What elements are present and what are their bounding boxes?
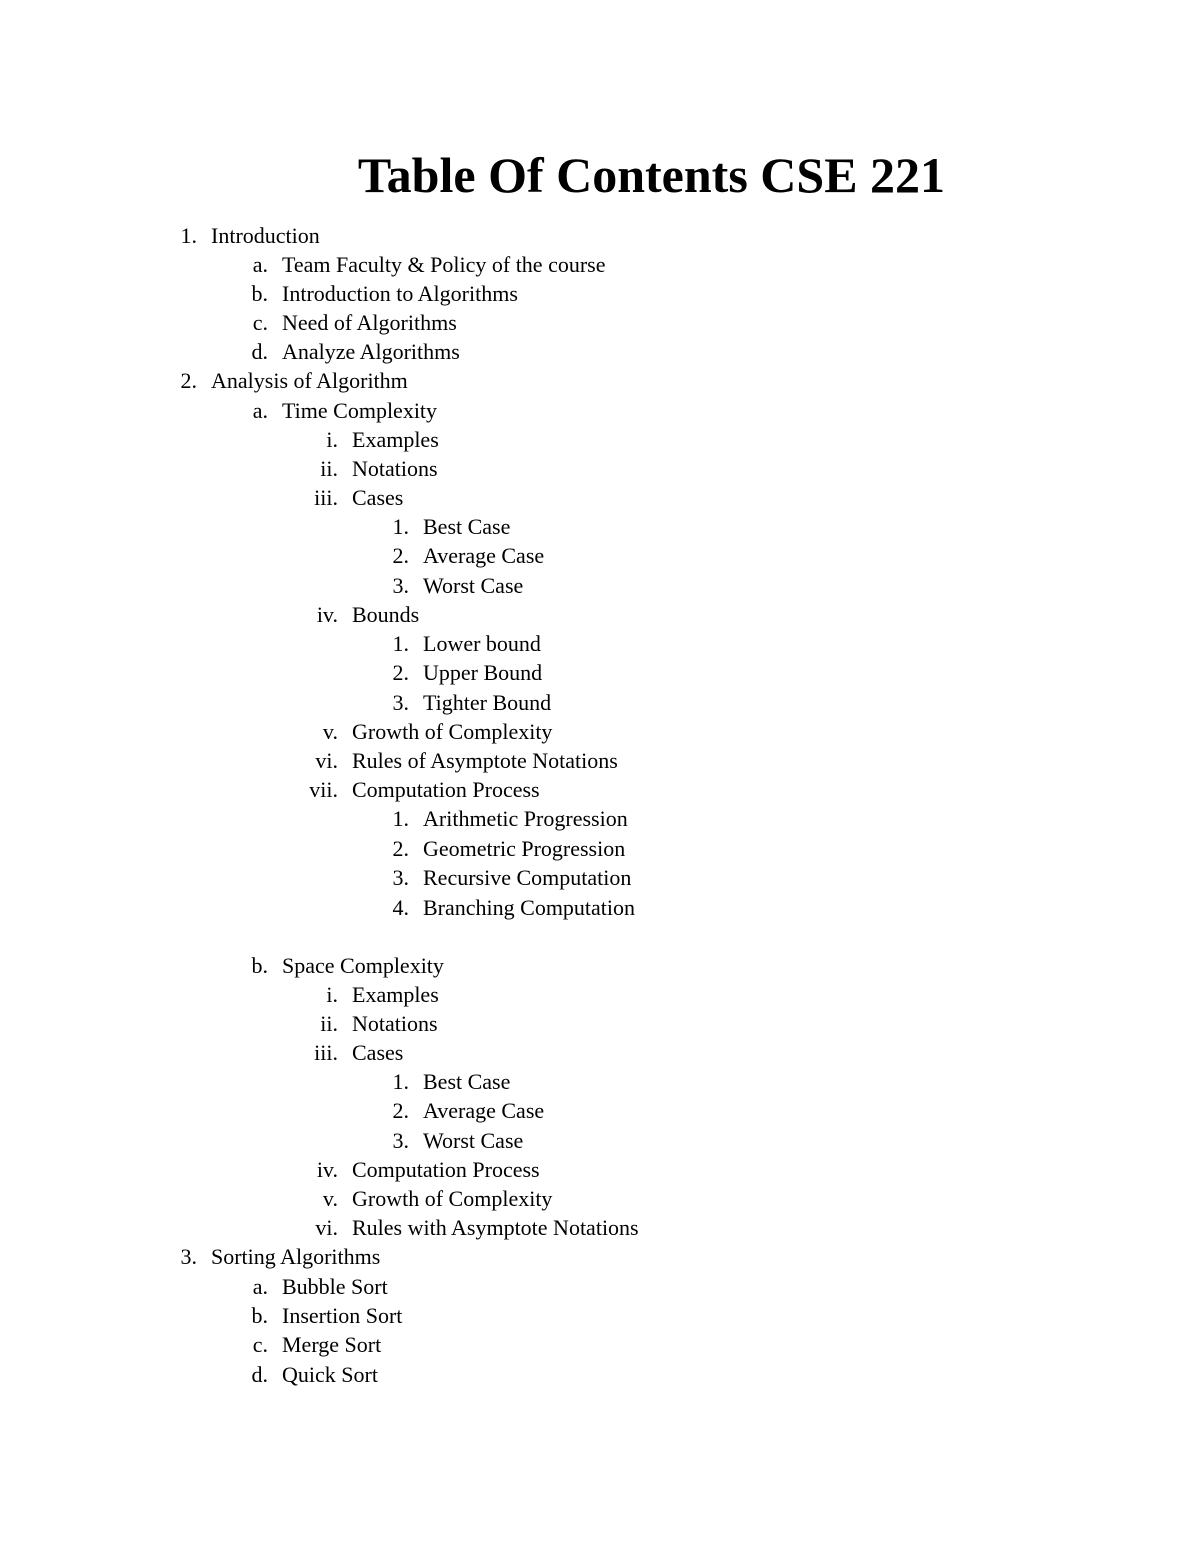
item-number: 3.: [392, 865, 409, 890]
item-number: b.: [251, 953, 268, 978]
toc-item-time-best-case: [392, 512, 511, 541]
item-number: d.: [251, 1362, 268, 1387]
item-label: Geometric Progression: [423, 836, 626, 861]
item-number: a.: [252, 252, 268, 277]
item-number: b.: [251, 1303, 268, 1328]
item-label: Best Case: [423, 1069, 511, 1094]
item-number: ii.: [320, 456, 338, 481]
item-number: 2.: [392, 543, 409, 568]
item-label: Computation Process: [352, 1157, 540, 1182]
toc-item-tighter-bound: [392, 688, 552, 717]
item-number: 1.: [392, 631, 409, 656]
item-label: Average Case: [423, 1098, 545, 1123]
toc-item-geometric-progression: [392, 834, 626, 863]
item-label: Examples: [352, 427, 439, 452]
toc-item-time-computation-process: [309, 775, 540, 804]
item-number: b.: [251, 281, 268, 306]
item-label: Cases: [352, 485, 404, 510]
item-number: iv.: [316, 1157, 338, 1182]
toc-item-arithmetic-progression: [392, 804, 628, 833]
item-number: 1.: [392, 514, 409, 539]
toc-item-time-examples: [326, 425, 439, 454]
item-label: Bubble Sort: [282, 1274, 388, 1299]
item-number: c.: [252, 1332, 268, 1357]
toc-item-branching-computation: [392, 893, 636, 922]
item-number: 3.: [392, 690, 409, 715]
item-number: c.: [252, 310, 268, 335]
item-number: 1.: [180, 223, 197, 248]
item-label: Sorting Algorithms: [211, 1244, 381, 1269]
item-label: Recursive Computation: [423, 865, 632, 890]
toc-item-bounds: [316, 600, 420, 629]
toc-item-space-complexity: [251, 951, 444, 980]
item-label: Quick Sort: [282, 1362, 378, 1387]
item-label: Best Case: [423, 514, 511, 539]
item-label: Branching Computation: [423, 895, 636, 920]
toc-item-space-cases: [314, 1038, 404, 1067]
item-number: 2.: [392, 660, 409, 685]
item-label: Cases: [352, 1040, 404, 1065]
item-label: Rules of Asymptote Notations: [352, 748, 618, 773]
toc-item-time-cases: [314, 483, 404, 512]
item-number: a.: [252, 1274, 268, 1299]
item-label: Analyze Algorithms: [282, 339, 460, 364]
toc-item-space-notations: [320, 1009, 438, 1038]
toc-item-introduction: [180, 221, 320, 250]
toc-item-space-computation-process: [316, 1155, 540, 1184]
item-label: Merge Sort: [282, 1332, 382, 1357]
item-label: Lower bound: [423, 631, 541, 656]
toc-item-upper-bound: [392, 658, 543, 687]
item-number: d.: [251, 339, 268, 364]
item-number: iii.: [314, 1040, 338, 1065]
item-number: i.: [326, 427, 338, 452]
toc-item-recursive-computation: [392, 863, 632, 892]
item-label: Notations: [352, 456, 438, 481]
toc-item-time-worst-case: [392, 571, 524, 600]
item-number: ii.: [320, 1011, 338, 1036]
toc-item-time-complexity: [252, 396, 438, 425]
item-label: Rules with Asymptote Notations: [352, 1215, 639, 1240]
item-label: Introduction: [211, 223, 320, 248]
toc-item-time-growth: [322, 717, 553, 746]
item-number: a.: [252, 398, 268, 423]
item-number: vi.: [315, 748, 338, 773]
item-number: 1.: [392, 1069, 409, 1094]
item-label: Tighter Bound: [423, 690, 552, 715]
toc-item-merge-sort: [252, 1330, 382, 1359]
item-label: Team Faculty & Policy of the course: [282, 252, 606, 277]
item-label: Analysis of Algorithm: [211, 368, 408, 393]
item-number: 3.: [180, 1244, 197, 1269]
item-label: Computation Process: [352, 777, 540, 802]
item-label: Insertion Sort: [282, 1303, 403, 1328]
toc-item-quick-sort: [251, 1360, 378, 1389]
toc-item-team-faculty: [252, 250, 606, 279]
item-number: vii.: [309, 777, 338, 802]
item-label: Upper Bound: [423, 660, 543, 685]
item-number: iv.: [316, 602, 338, 627]
item-label: Growth of Complexity: [352, 1186, 553, 1211]
page-title: Table Of Contents CSE 221: [357, 147, 946, 203]
item-label: Space Complexity: [282, 953, 444, 978]
toc-item-analyze-algorithms: [251, 337, 460, 366]
toc-item-space-growth: [322, 1184, 553, 1213]
item-label: Arithmetic Progression: [423, 806, 628, 831]
toc-item-space-average-case: [392, 1096, 545, 1125]
item-label: Average Case: [423, 543, 545, 568]
item-label: Introduction to Algorithms: [282, 281, 518, 306]
toc-item-space-best-case: [392, 1067, 511, 1096]
item-number: 3.: [392, 573, 409, 598]
item-number: 3.: [392, 1128, 409, 1153]
toc-item-insertion-sort: [251, 1301, 403, 1330]
toc-item-space-examples: [326, 980, 439, 1009]
item-label: Need of Algorithms: [282, 310, 457, 335]
item-number: 4.: [392, 895, 409, 920]
toc-item-bubble-sort: [252, 1272, 388, 1301]
toc-item-time-average-case: [392, 541, 545, 570]
item-label: Time Complexity: [282, 398, 438, 423]
toc-item-sorting-algorithms: [180, 1242, 381, 1271]
item-label: Notations: [352, 1011, 438, 1036]
item-label: Bounds: [352, 602, 420, 627]
item-number: 2.: [392, 836, 409, 861]
toc-item-analysis-of-algorithm: [180, 366, 408, 395]
item-number: vi.: [315, 1215, 338, 1240]
item-number: iii.: [314, 485, 338, 510]
item-number: 2.: [392, 1098, 409, 1123]
item-number: 1.: [392, 806, 409, 831]
item-label: Examples: [352, 982, 439, 1007]
toc-item-time-notations: [320, 454, 438, 483]
item-number: v.: [322, 719, 338, 744]
item-number: 2.: [180, 368, 197, 393]
toc-item-need-of-algorithms: [252, 308, 457, 337]
toc-item-lower-bound: [392, 629, 541, 658]
item-label: Worst Case: [423, 1128, 524, 1153]
toc-item-space-worst-case: [392, 1126, 524, 1155]
item-label: Growth of Complexity: [352, 719, 553, 744]
toc-item-time-rules: [315, 746, 618, 775]
toc-item-intro-algorithms: [251, 279, 518, 308]
item-label: Worst Case: [423, 573, 524, 598]
toc-item-space-rules: [315, 1213, 639, 1242]
item-number: v.: [322, 1186, 338, 1211]
item-number: i.: [326, 982, 338, 1007]
